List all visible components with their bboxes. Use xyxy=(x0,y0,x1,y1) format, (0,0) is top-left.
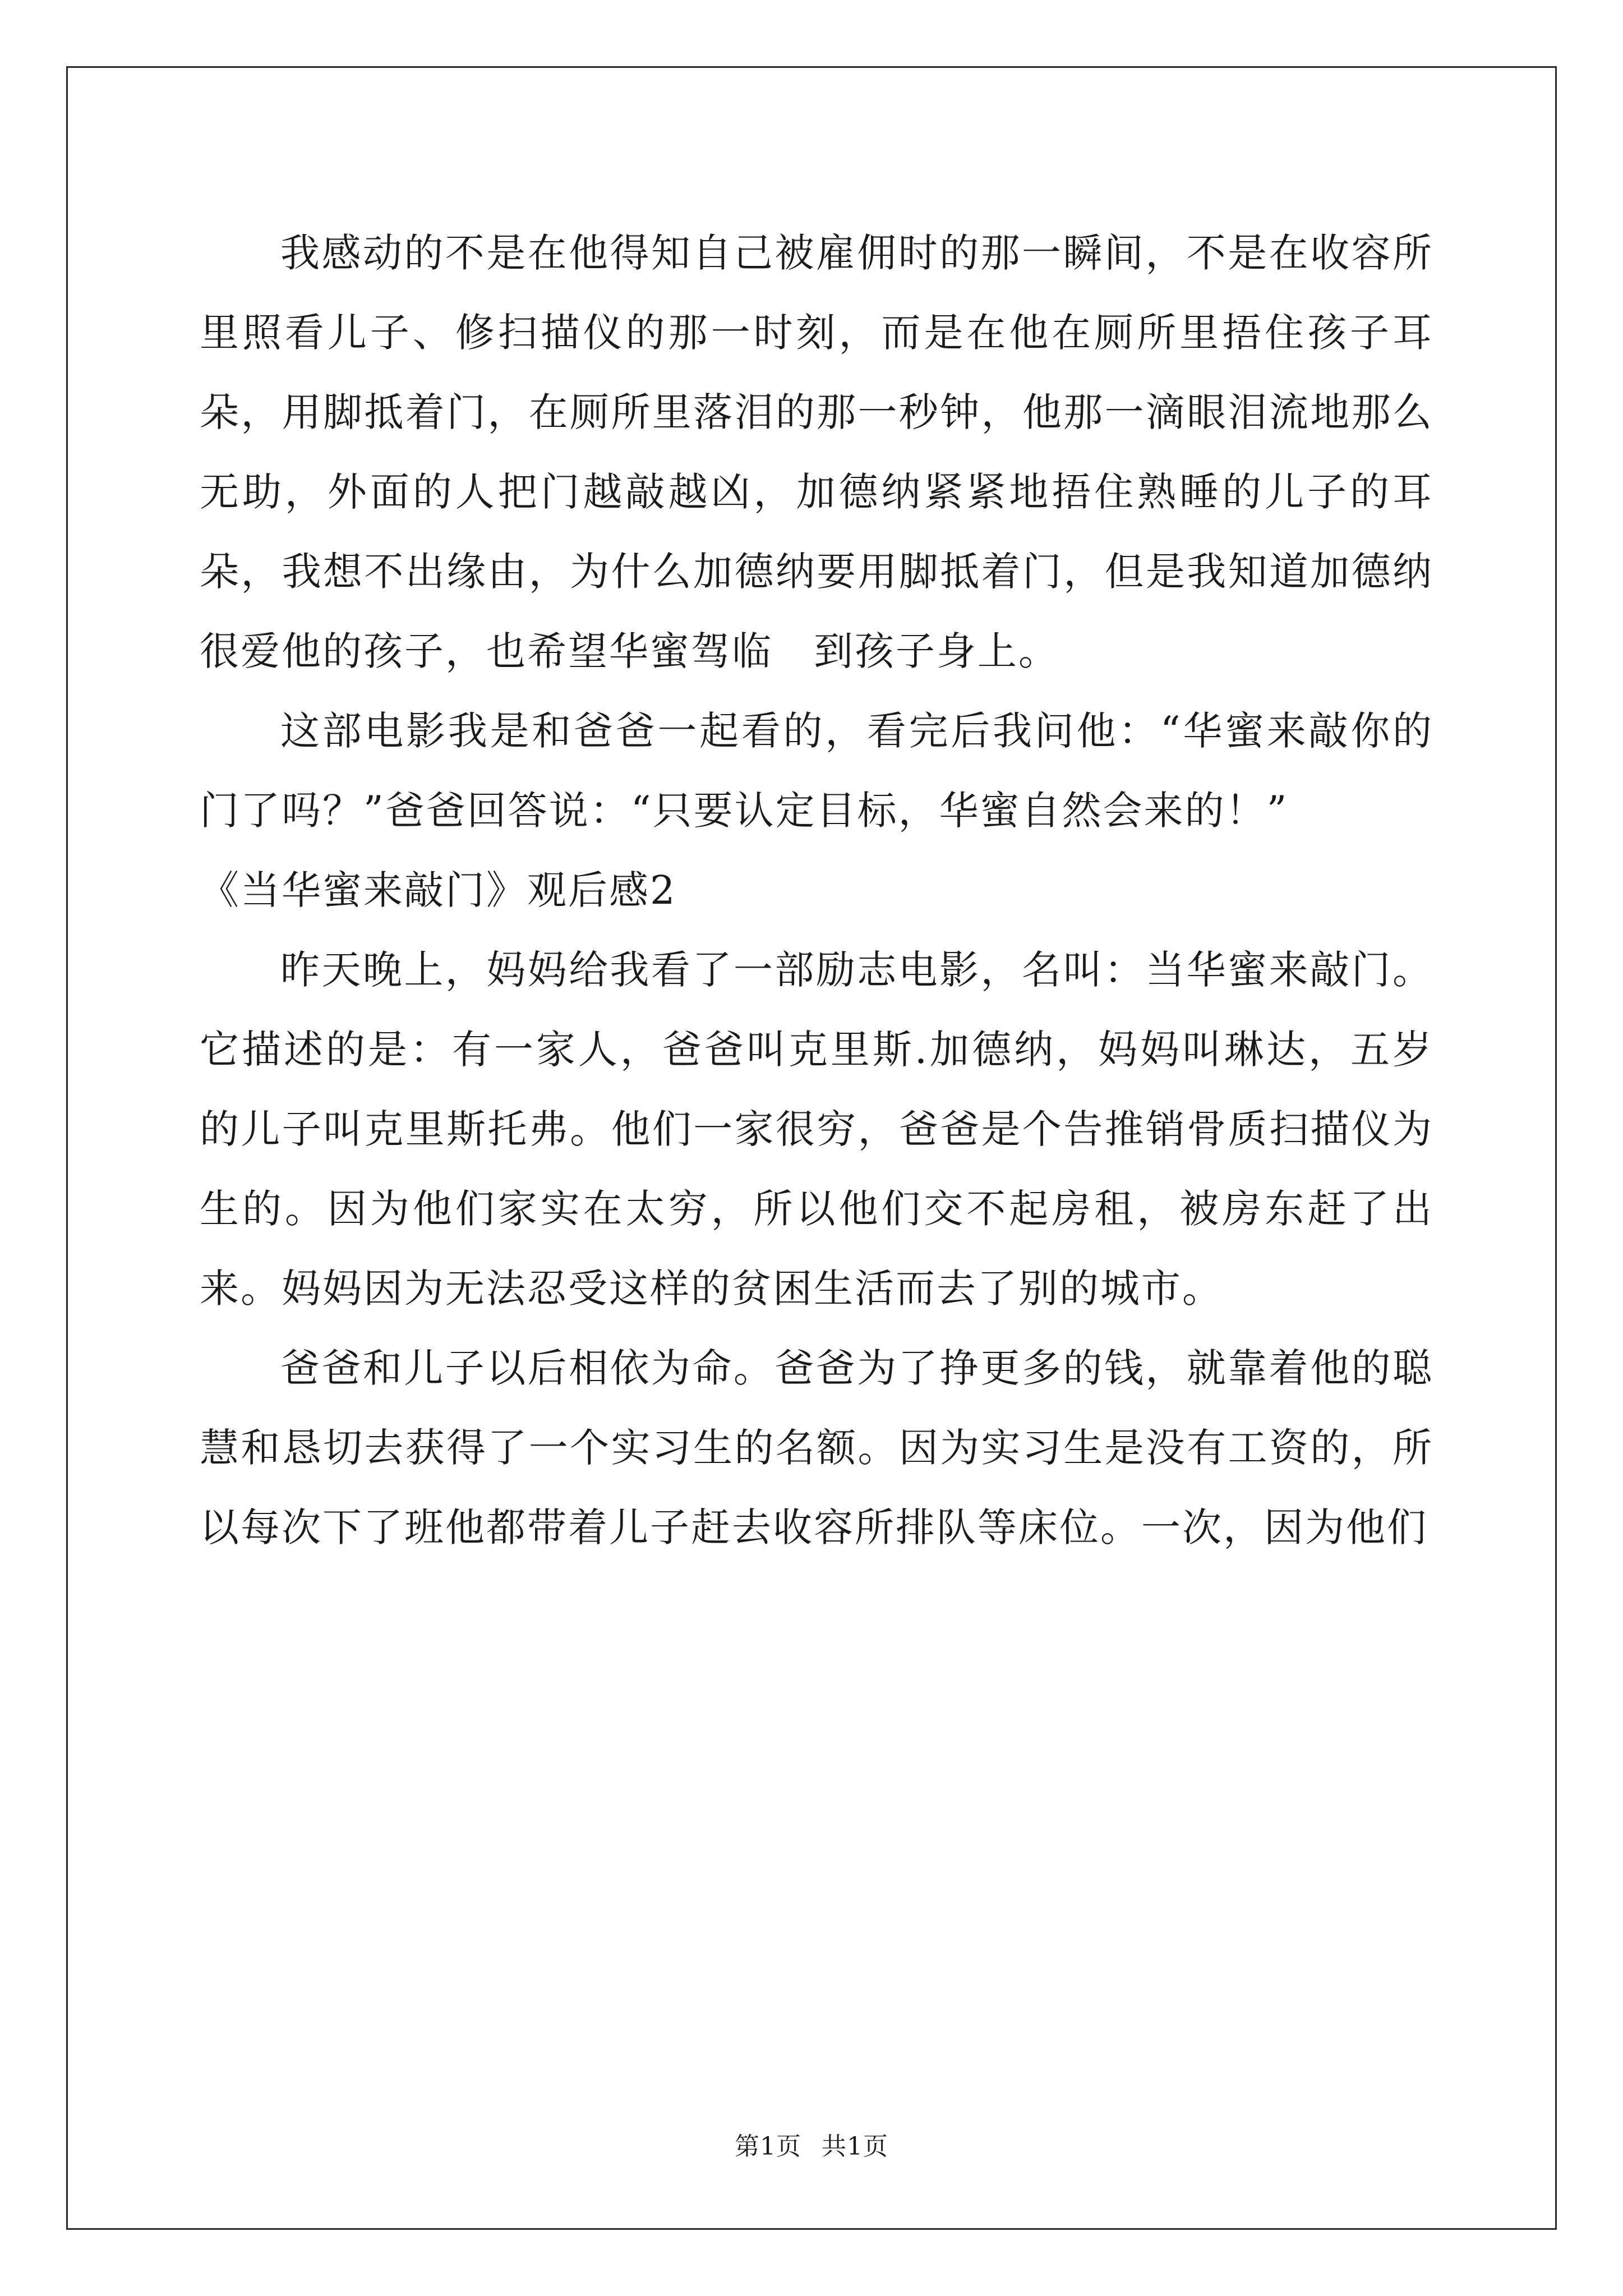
paragraph: 昨天晚上，妈妈给我看了一部励志电影，名叫：当华蜜来敲门。它描述的是：有一家人，爸爸叫克里斯.加德纳，妈妈叫琳达，五岁的儿子叫克里斯托弗。他们一家很穷，爸爸是个告推销骨质扫描仪为生的。因为他们家实在太穷，所以他们交不起房租，被房东赶了出来。妈妈因为无法忍受这样的贫困生活而去了别的城市。 xyxy=(200,947,1433,1312)
page-number: 第1页 xyxy=(735,2132,801,2161)
page-total: 共1页 xyxy=(822,2132,888,2161)
paragraph: 这部电影我是和爸爸一起看的，看完后我问他：“华蜜来敲你的门了吗？”爸爸回答说：“只要认定目标，华蜜自然会来的！” xyxy=(200,708,1433,834)
page-footer xyxy=(0,2126,1623,2162)
document-body xyxy=(200,213,1433,1567)
section-heading: 《当华蜜来敲门》观后感2 xyxy=(200,867,677,913)
paragraph: 爸爸和儿子以后相依为命。爸爸为了挣更多的钱，就靠着他的聪慧和恳切去获得了一个实习生的名额。因为实习生是没有工资的，所以每次下了班他都带着儿子赶去收容所排队等床位。一次，因为他们 xyxy=(200,1345,1433,1550)
paragraph: 我感动的不是在他得知自己被雇佣时的那一瞬间，不是在收容所里照看儿子、修扫描仪的那一时刻，而是在他在厕所里捂住孩子耳朵，用脚抵着门，在厕所里落泪的那一秒钟，他那一滴眼泪流地那么无助，外面的人把门越敲越凶，加德纳紧紧地捂住熟睡的儿子的耳朵，我想不出缘由，为什么加德纳要用脚抵着门，但是我知道加德纳很爱他的孩子，也希望华蜜驾临 到孩子身上。 xyxy=(200,230,1433,674)
